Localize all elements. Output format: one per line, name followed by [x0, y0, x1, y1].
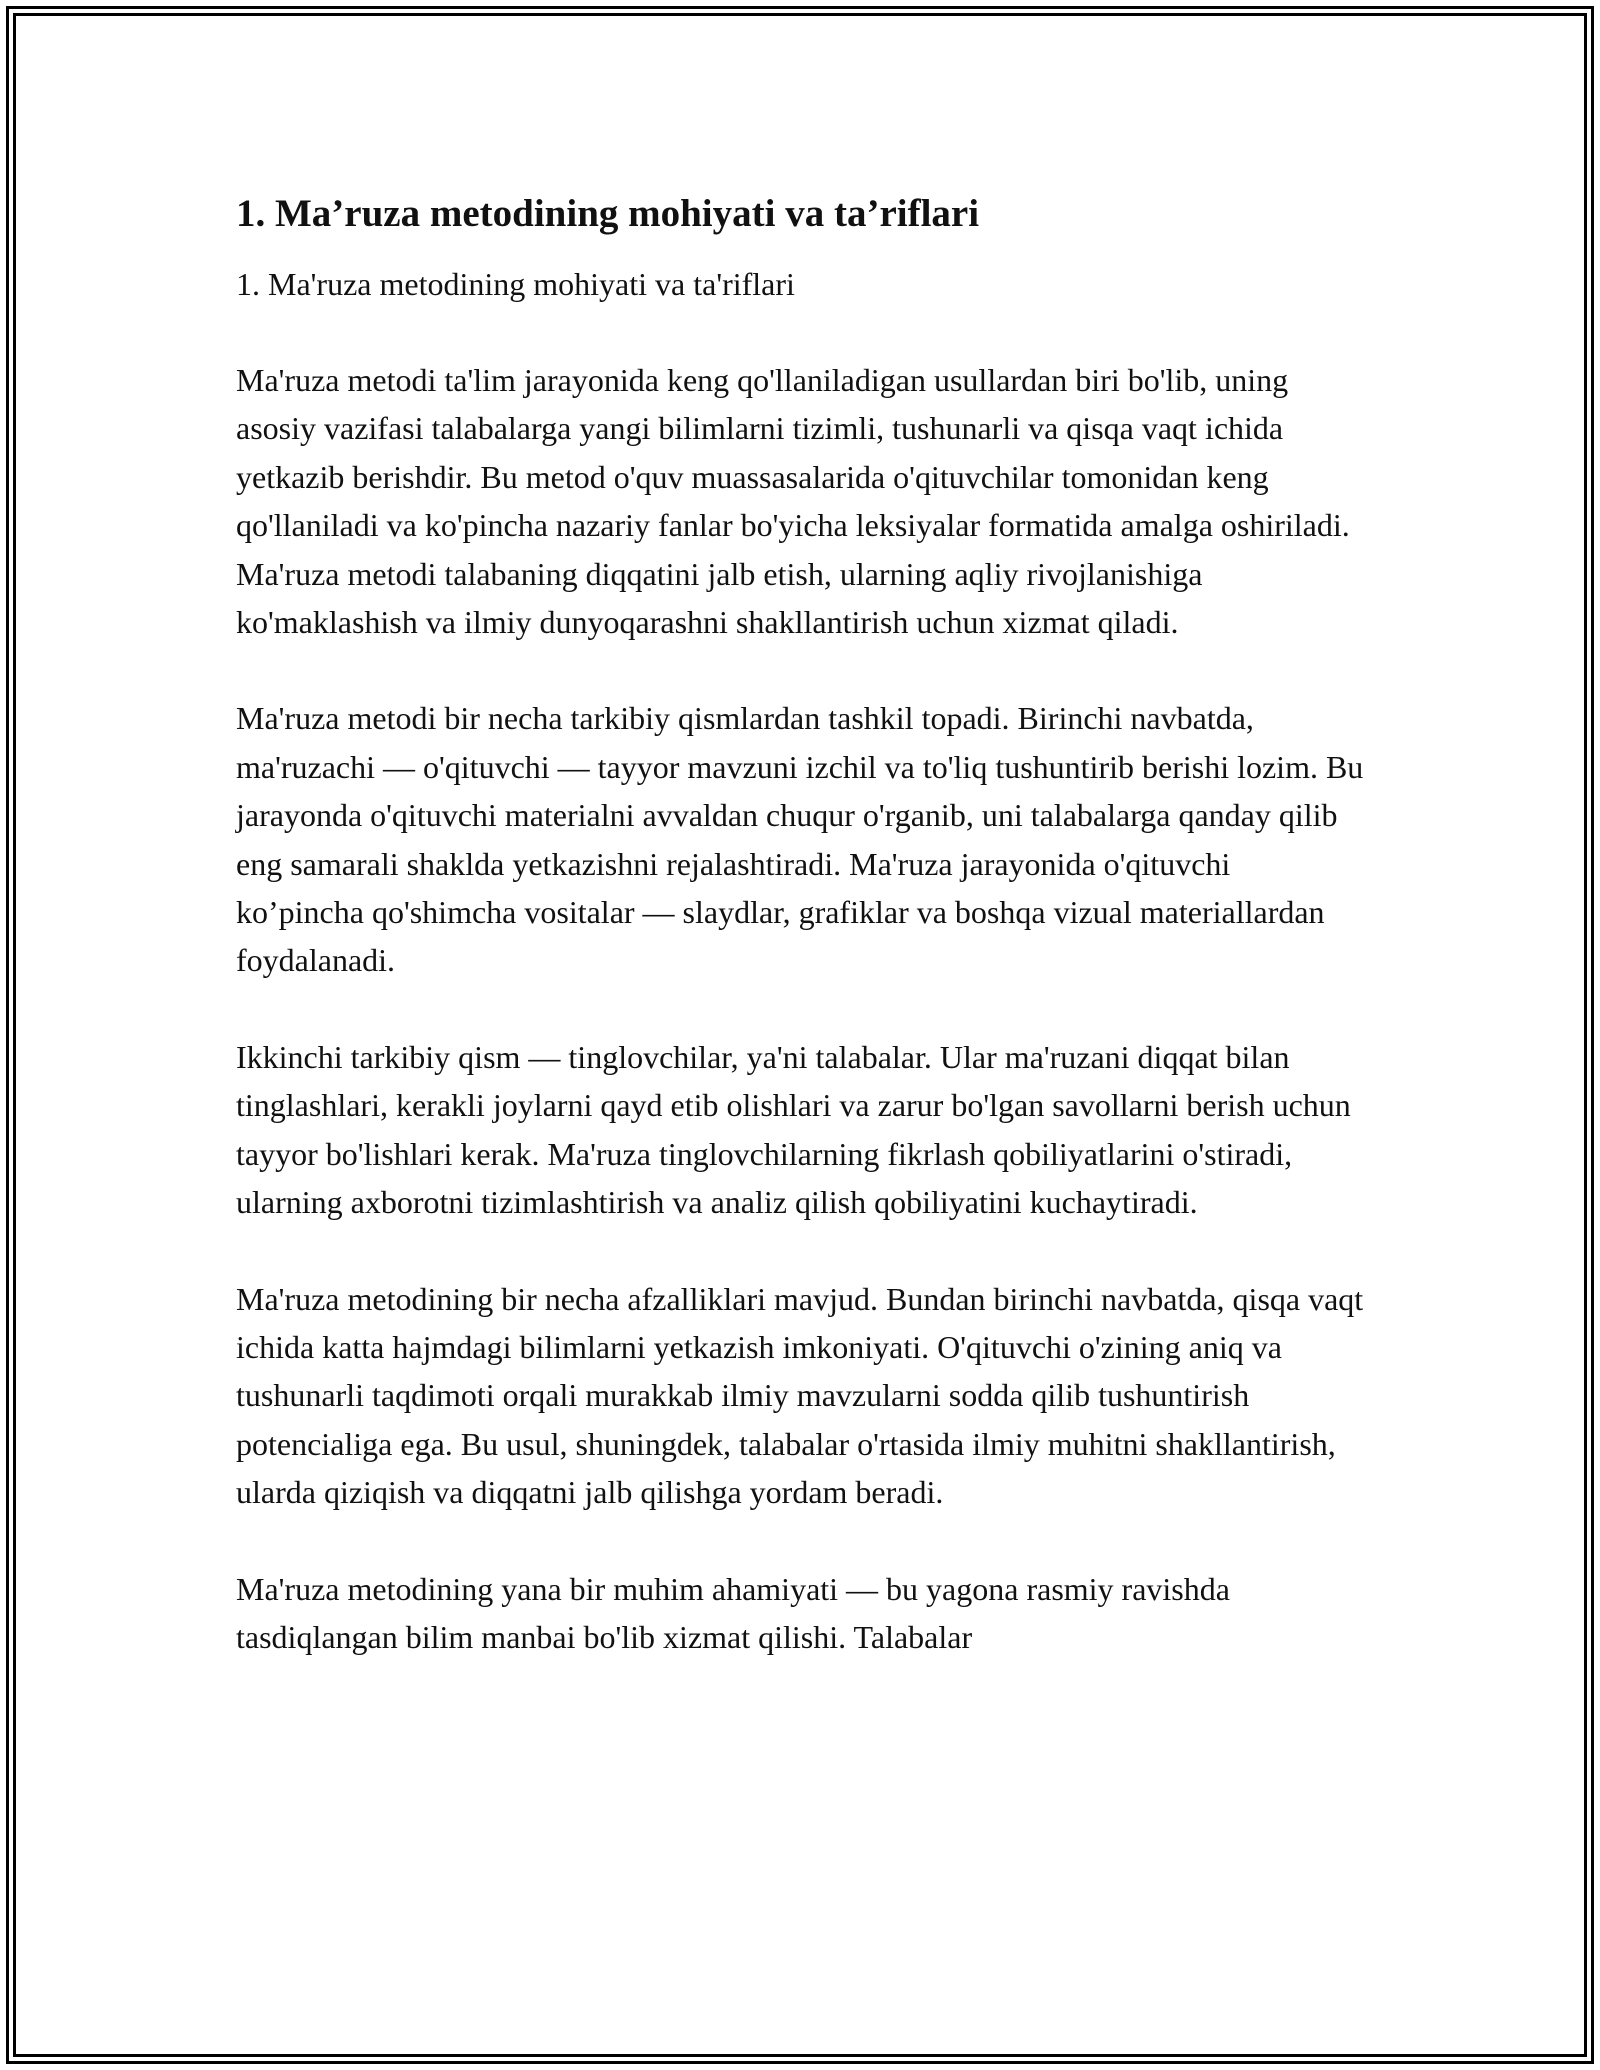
paragraph-4: Ma'ruza metodining bir necha afzalliklari mavjud. Bundan birinchi navbatda, qisqa vaqt ichida katta hajmdagi bilimlarni yetkazish imkoniyati. O'qituvchi o'zining aniq va tushunarli taqdimoti orqali murakkab ilmiy mavzularni sodda qilib tushuntirish potencialiga ega. Bu usul, shuningdek, talabalar o'rtasida ilmiy muhitni shakllantirish, ularda qiziqish va diqqatni jalb qilishga yordam beradi. [236, 1280, 1364, 1511]
document-heading: 1. Ma’ruza metodining mohiyati va ta’riflari [236, 192, 980, 235]
paragraph-1: Ma'ruza metodi ta'lim jarayonida keng qo'llaniladigan usullardan biri bo'lib, uning asosiy vazifasi talabalarga yangi bilimlarni tizimli, tushunarli va qisqa vaqt ichida yetkazib berishdir. Bu metod o'quv muassasalarida o'qituvchilar tomonidan keng qo'llaniladi va ko'pincha nazariy fanlar bo'yicha leksiyalar formatida amalga oshiriladi. Ma'ruza metodi talabaning diqqatini jalb etish, ularning aqliy rivojlanishiga ko'maklashish va ilmiy dunyoqarashni shakllantirish uchun xizmat qiladi. [236, 362, 1350, 641]
document-subtitle: 1. Ma'ruza metodining mohiyati va ta'riflari [236, 266, 795, 302]
document-body [236, 188, 1366, 1709]
paragraph-2: Ma'ruza metodi bir necha tarkibiy qismlardan tashkil topadi. Birinchi navbatda, ma'ruzachi — o'qituvchi — tayyor mavzuni izchil va to'liq tushuntirib berishi lozim. Bu jarayonda o'qituvchi materialni avvaldan chuqur o'rganib, uni talabalarga qanday qilib eng samarali shaklda yetkazishni rejalashtiradi. Ma'ruza jarayonida o'qituvchi ko’pincha qo'shimcha vositalar — slaydlar, grafiklar va boshqa vizual materiallardan foydalanadi. [236, 700, 1364, 979]
paragraph-5: Ma'ruza metodining yana bir muhim ahamiyati — bu yagona rasmiy ravishda tasdiqlangan bilim manbai bo'lib xizmat qilishi. Talabalar [236, 1570, 1230, 1655]
paragraph-3: Ikkinchi tarkibiy qism — tinglovchilar, ya'ni talabalar. Ular ma'ruzani diqqat bilan tinglashlari, kerakli joylarni qayd etib olishlari va zarur bo'lgan savollarni berish uchun tayyor bo'lishlari kerak. Ma'ruza tinglovchilarning fikrlash qobiliyatlarini o'stiradi, ularning axborotni tizimlashtirish va analiz qilish qobiliyatini kuchaytiradi. [236, 1038, 1351, 1221]
